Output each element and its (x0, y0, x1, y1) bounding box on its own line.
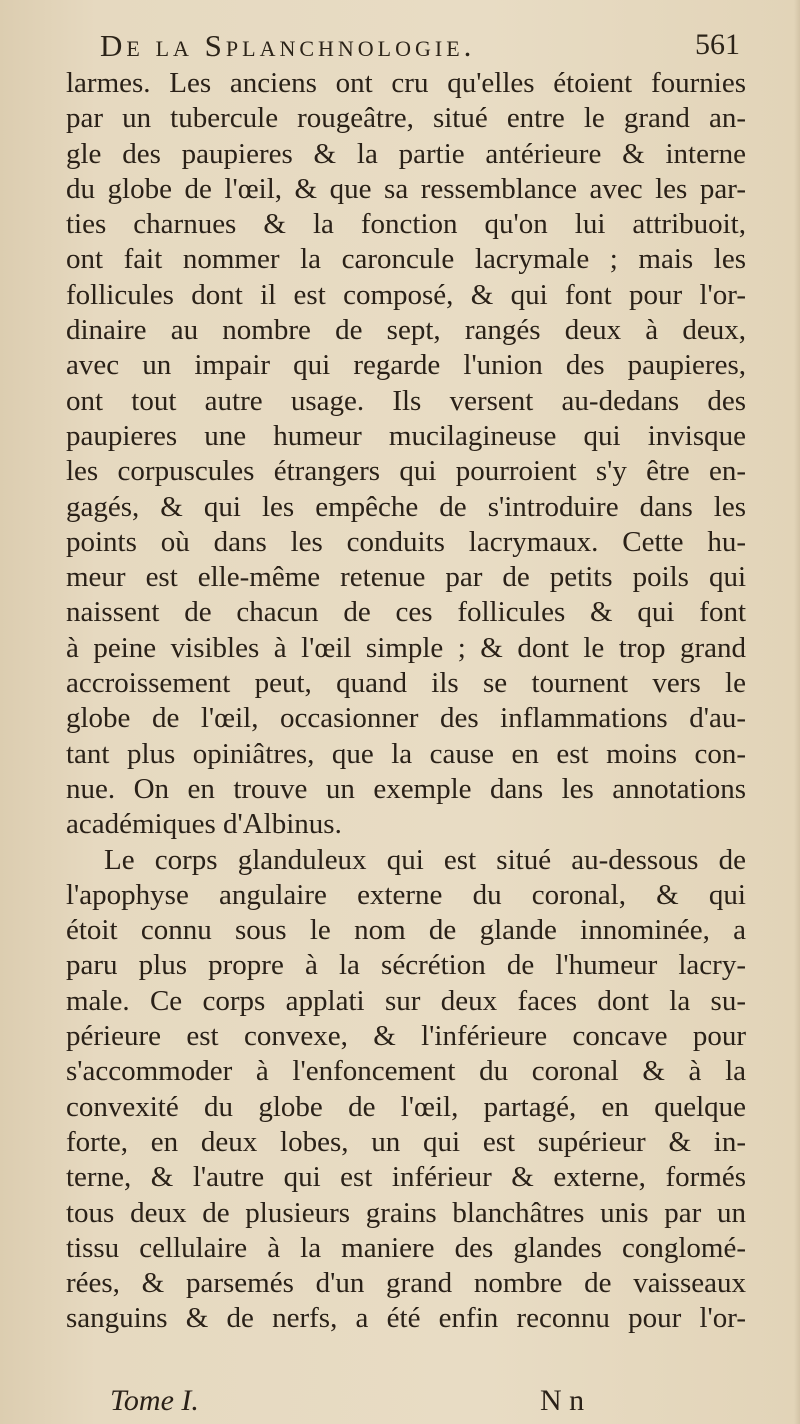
text-line: points où dans les conduits lacrymaux. Cette hu- (66, 525, 746, 558)
text-line: les corpuscules étrangers qui pourroient s'y être en- (66, 455, 746, 488)
text-line: dinaire au nombre de sept, rangés deux à deux, (66, 314, 746, 347)
text-line: par un tubercule rougeâtre, situé entre le grand an- (66, 102, 746, 135)
text-line: meur est elle-même retenue par de petits poils qui (66, 561, 746, 594)
text-line: ties charnues & la fonction qu'on lui attribuoit, (66, 208, 746, 241)
page-number: 561 (695, 28, 740, 61)
text-line: avec un impair qui regarde l'union des paupieres, (66, 349, 746, 382)
text-line: rées, & parsemés d'un grand nombre de vaisseaux (66, 1267, 746, 1300)
text-line: tant plus opiniâtres, que la cause en est moins con- (66, 737, 746, 770)
text-line: tissu cellulaire à la maniere des glandes conglomé- (66, 1231, 746, 1264)
text-line: convexité du globe de l'œil, partagé, en quelque (66, 1090, 746, 1123)
text-line: naissent de chacun de ces follicules & qui font (66, 596, 746, 629)
text-line: s'accommoder à l'enfoncement du coronal & à la (66, 1055, 746, 1088)
body-text (66, 66, 746, 1337)
signature-mark: N n (540, 1384, 585, 1417)
paragraph-start-line: Le corps glanduleux qui est situé au-dessous de (104, 843, 746, 876)
text-line: gagés, & qui les empêche de s'introduire dans les (66, 490, 746, 523)
text-line: male. Ce corps applati sur deux faces dont la su- (66, 984, 746, 1017)
text-line: larmes. Les anciens ont cru qu'elles étoient fournies (66, 67, 746, 99)
text-line: sanguins & de nerfs, a été enfin reconnu pour l'or- (66, 1302, 746, 1335)
running-title: De la Splanchnologie. (100, 28, 476, 63)
running-head (100, 28, 740, 68)
text-line: paupieres une humeur mucilagineuse qui invisque (66, 419, 746, 452)
paragraph-end-line: académiques d'Albinus. (66, 808, 342, 841)
text-line: globe de l'œil, occasionner des inflammations d'au- (66, 702, 746, 735)
text-line: à peine visibles à l'œil simple ; & dont le trop grand (66, 631, 746, 664)
page-footer (110, 1384, 670, 1420)
text-line: étoit connu sous le nom de glande innominée, a (66, 914, 746, 947)
page-edge-shadow (794, 0, 800, 1424)
text-line: du globe de l'œil, & que sa ressemblance avec les par- (66, 172, 746, 205)
text-line: l'apophyse angulaire externe du coronal, & qui (66, 878, 746, 911)
text-line: follicules dont il est composé, & qui font pour l'or- (66, 278, 746, 311)
text-line: terne, & l'autre qui est inférieur & externe, formés (66, 1161, 746, 1194)
text-line: paru plus propre à la sécrétion de l'humeur lacry- (66, 949, 746, 982)
text-line: ont tout autre usage. Ils versent au-dedans des (66, 384, 746, 417)
text-line: forte, en deux lobes, un qui est supérieur & in- (66, 1125, 746, 1158)
text-line: gle des paupieres & la partie antérieure & interne (66, 137, 746, 170)
text-line: nue. On en trouve un exemple dans les annotations (66, 772, 746, 805)
text-line: ont fait nommer la caroncule lacrymale ; mais les (66, 243, 746, 276)
text-line: tous deux de plusieurs grains blanchâtres unis par un (66, 1196, 746, 1229)
text-line: périeure est convexe, & l'inférieure concave pour (66, 1020, 746, 1053)
volume-label: Tome I. (110, 1384, 199, 1417)
text-line: accroissement peut, quand ils se tournent vers le (66, 667, 746, 700)
